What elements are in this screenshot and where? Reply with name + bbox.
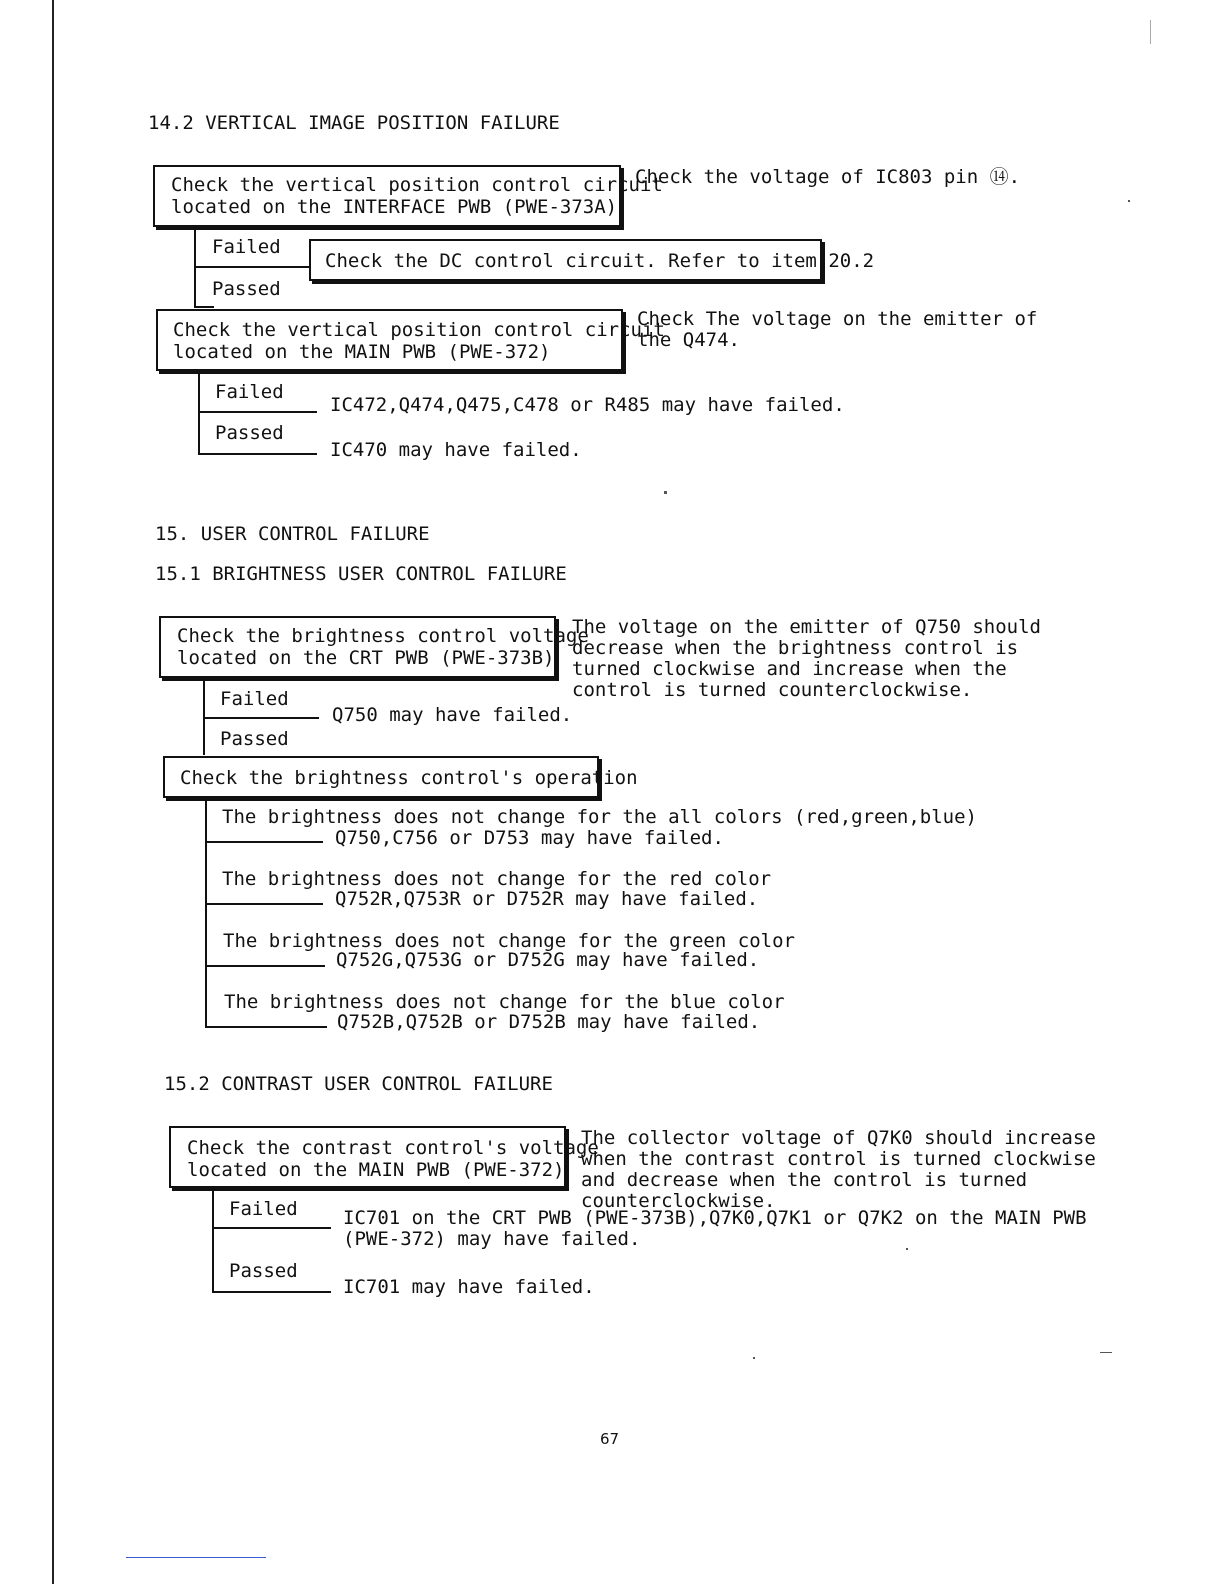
passed-label: Passed (212, 278, 281, 300)
footer-rule (126, 1557, 266, 1558)
note-q474-emitter (637, 309, 1037, 351)
box-line-2: located on the INTERFACE PWB (PWE-373A) (171, 196, 618, 218)
connector-horizontal (194, 266, 310, 268)
connector-horizontal (194, 306, 214, 308)
box-line-1: Check the vertical position control circuit (173, 319, 665, 341)
note-line-1: Check The voltage on the emitter of (637, 308, 1038, 330)
connector-vertical (194, 228, 196, 308)
case-red-condition: The brightness does not change for the red color (222, 868, 772, 890)
scan-speck (664, 491, 667, 494)
connector-horizontal (212, 1291, 331, 1293)
result-line-2: (PWE-372) may have failed. (343, 1228, 641, 1250)
connector-vertical (205, 799, 207, 1028)
connector-horizontal (205, 841, 323, 843)
failed-label: Failed (212, 236, 281, 258)
connector-horizontal (205, 1026, 327, 1028)
connector-horizontal (198, 411, 317, 413)
page-number: 67 (600, 1430, 620, 1448)
box-line: Check the DC control circuit. Refer to item 20.2 (325, 250, 875, 272)
note-q750-emitter (572, 617, 1041, 701)
note-q7k0-collector (581, 1128, 1096, 1212)
result-failed-q750: Q750 may have failed. (332, 704, 573, 726)
passed-label: Passed (215, 422, 284, 444)
result-line-1: IC701 on the CRT PWB (PWE-373B),Q7K0,Q7K1 or Q7K2 on the MAIN PWB (343, 1207, 1087, 1229)
scan-speck (1150, 20, 1151, 44)
connector-horizontal (205, 965, 325, 967)
failed-label: Failed (215, 381, 284, 403)
check-brightness-voltage-box (159, 616, 589, 678)
box-line-2: located on the CRT PWB (PWE-373B) (177, 647, 555, 669)
case-all-colors-result: Q750,C756 or D753 may have failed. (335, 827, 724, 849)
result-failed-ic701-crt (343, 1208, 1087, 1250)
box-line-1: Check the vertical position control circuit (171, 174, 663, 196)
failed-label: Failed (229, 1198, 298, 1220)
note-line-2: when the contrast control is turned clockwise (581, 1148, 1096, 1170)
box-line: Check the brightness control's operation (180, 767, 638, 789)
connector-horizontal (205, 903, 323, 905)
check-brightness-operation-box (163, 756, 638, 798)
left-margin-rule (52, 0, 54, 1584)
case-blue-result: Q752B,Q752B or D752B may have failed. (337, 1011, 761, 1033)
failed-label: Failed (220, 688, 289, 710)
section-15-1-heading: 15.1 BRIGHTNESS USER CONTROL FAILURE (155, 563, 567, 585)
section-15-heading: 15. USER CONTROL FAILURE (155, 523, 430, 545)
case-all-colors-condition: The brightness does not change for the all colors (red,green,blue) (222, 806, 977, 828)
check-vertical-interface-box (153, 165, 663, 227)
box-line-1: Check the contrast control's voltage (187, 1137, 599, 1159)
result-passed-ic470: IC470 may have failed. (330, 439, 582, 461)
scan-speck (1100, 1352, 1112, 1353)
note-line-2: decrease when the brightness control is (572, 637, 1019, 659)
section-14-2-heading: 14.2 VERTICAL IMAGE POSITION FAILURE (148, 112, 560, 134)
note-line-4: counterclockwise. (581, 1190, 776, 1212)
scan-speck (753, 1357, 755, 1359)
box-line-1: Check the brightness control voltage (177, 625, 589, 647)
connector-vertical (212, 1189, 214, 1293)
section-15-2-heading: 15.2 CONTRAST USER CONTROL FAILURE (164, 1073, 553, 1095)
connector-vertical (198, 372, 200, 455)
case-green-result: Q752G,Q753G or D752G may have failed. (336, 949, 760, 971)
connector-horizontal (203, 717, 319, 719)
check-dc-control-box (309, 239, 875, 281)
connector-horizontal (198, 453, 317, 455)
scan-speck (1128, 200, 1130, 202)
result-passed-ic701: IC701 may have failed. (343, 1276, 595, 1298)
note-line-2: the Q474. (637, 329, 740, 351)
result-failed-ic472: IC472,Q474,Q475,C478 or R485 may have failed. (330, 394, 845, 416)
note-line-1: The collector voltage of Q7K0 should increase (581, 1127, 1096, 1149)
case-green-condition: The brightness does not change for the green color (223, 930, 795, 952)
check-vertical-main-box (156, 309, 665, 371)
note-line-4: control is turned counterclockwise. (572, 679, 973, 701)
note-line-3: turned clockwise and increase when the (572, 658, 1007, 680)
connector-horizontal (212, 1227, 331, 1229)
note-line-1: The voltage on the emitter of Q750 should (572, 616, 1041, 638)
box-line-2: located on the MAIN PWB (PWE-372) (187, 1159, 565, 1181)
note-line-3: and decrease when the control is turned (581, 1169, 1028, 1191)
note-ic803-pin: Check the voltage of IC803 pin ⑭. (635, 166, 1021, 188)
passed-label: Passed (229, 1260, 298, 1282)
box-line-2: located on the MAIN PWB (PWE-372) (173, 341, 551, 363)
case-blue-condition: The brightness does not change for the blue color (224, 991, 785, 1013)
passed-label: Passed (220, 728, 289, 750)
case-red-result: Q752R,Q753R or D752R may have failed. (335, 888, 759, 910)
check-contrast-voltage-box (169, 1126, 599, 1188)
scan-speck (906, 1248, 908, 1250)
